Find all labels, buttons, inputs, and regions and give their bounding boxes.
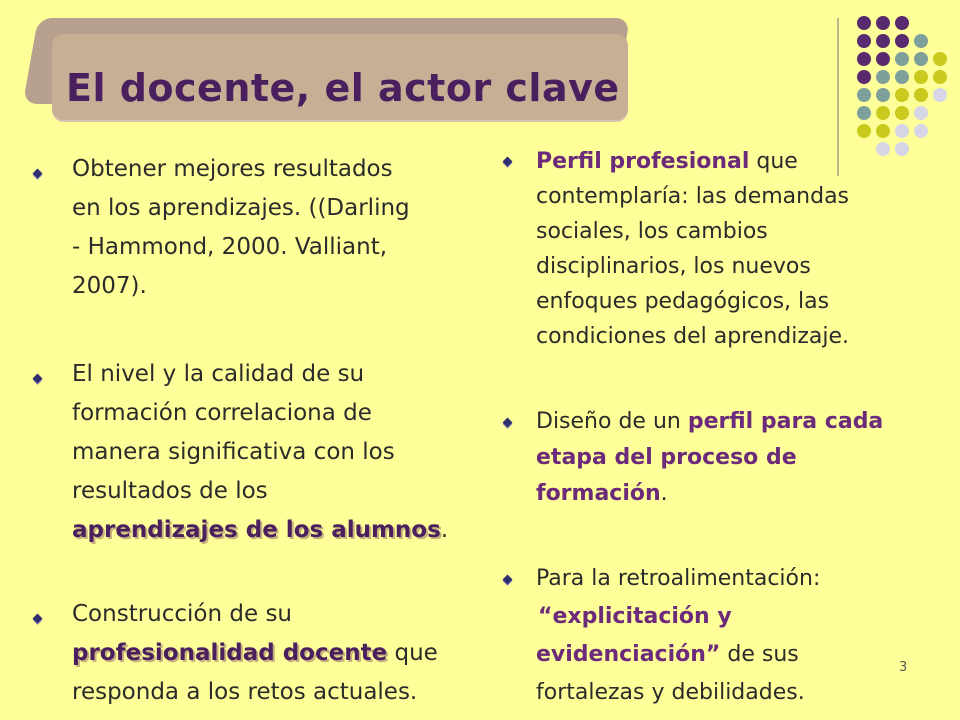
text-line: Construcción de su (72, 601, 293, 627)
decorative-dot (895, 106, 909, 120)
decorative-dot (895, 16, 909, 30)
decorative-dot (857, 52, 871, 66)
decorative-dot (914, 34, 928, 48)
text-line: en los aprendizajes. ((Darling (72, 195, 410, 221)
bullet-icon (33, 374, 43, 384)
decorative-dot (876, 16, 890, 30)
text-line: Para la retroalimentación: (536, 566, 821, 591)
text-line: contemplaría: las demandas (536, 184, 850, 209)
text-line: El nivel y la calidad de su (72, 361, 365, 387)
decorative-dot (914, 52, 928, 66)
decorative-dot (895, 88, 909, 102)
bullet-icon (33, 614, 43, 624)
text-fragment: que (387, 640, 438, 666)
text-line (536, 598, 926, 636)
left-bullet-1 (30, 150, 450, 310)
bullet-icon (503, 575, 513, 585)
left-bullet-2 (30, 355, 460, 555)
text-line (536, 144, 926, 179)
decorative-dot (857, 70, 871, 84)
decorative-dot (914, 88, 928, 102)
left-bullet-1-text (72, 150, 452, 306)
decorative-dot (895, 52, 909, 66)
decorative-dot (933, 88, 947, 102)
decorative-dot (876, 88, 890, 102)
text-line: disciplinarios, los nuevos (536, 254, 811, 279)
right-bullet-2-text (536, 404, 926, 512)
decorative-dot (933, 70, 947, 84)
bullet-icon (503, 157, 513, 167)
text-line (72, 634, 472, 673)
decorative-dot (895, 70, 909, 84)
text-line: Obtener mejores resultados (72, 156, 393, 182)
decorative-dot (933, 52, 947, 66)
decorative-dot (895, 124, 909, 138)
text-fragment: que (749, 149, 798, 174)
right-bullet-3-text (536, 560, 926, 712)
bullet-icon (503, 418, 513, 428)
text-fragment: . (660, 481, 668, 506)
decorative-dot (857, 34, 871, 48)
decorative-dot (895, 34, 909, 48)
right-bullet-3 (498, 560, 918, 720)
decorative-dot (914, 70, 928, 84)
decorative-dot (857, 124, 871, 138)
emphasis-text: “explicitación y (538, 604, 732, 629)
text-line: responda a los retos actuales. (72, 679, 418, 705)
decorative-dot (857, 16, 871, 30)
text-line: etapa del proceso de (536, 445, 797, 470)
text-line: 2007). (72, 273, 147, 299)
left-bullet-2-text (72, 355, 472, 550)
right-bullet-2 (498, 404, 918, 524)
emphasis-text: Perfil profesional (536, 149, 750, 174)
decorative-dot (876, 70, 890, 84)
emphasis-text: evidenciación” (536, 642, 721, 667)
text-line (536, 404, 926, 440)
text-line (72, 511, 472, 550)
bullet-icon (33, 169, 43, 179)
emphasis-text: formación (536, 481, 661, 506)
emphasis-text: perfil para cada (687, 409, 884, 434)
page-number: 3 (899, 660, 908, 675)
decorative-dot (876, 52, 890, 66)
decorative-dot (857, 88, 871, 102)
decorative-dot (914, 106, 928, 120)
decorative-dot (876, 124, 890, 138)
text-line: enfoques pedagógicos, las (536, 289, 830, 314)
text-fragment: de sus (720, 642, 799, 667)
emphasis-text: profesionalidad docente (72, 640, 388, 666)
emphasis-text: aprendizajes de los alumnos (72, 517, 441, 543)
text-line: resultados de los (72, 478, 268, 504)
decorative-dot (876, 106, 890, 120)
text-line (536, 636, 926, 674)
left-bullet-3 (30, 595, 460, 715)
text-fragment: Diseño de un (536, 409, 688, 434)
right-bullet-1 (498, 144, 918, 364)
text-line: - Hammond, 2000. Valliant, (72, 234, 388, 260)
right-bullet-1-text (536, 144, 926, 354)
decorative-dot (857, 106, 871, 120)
left-bullet-3-text (72, 595, 472, 712)
text-line (536, 476, 926, 512)
text-line: condiciones del aprendizaje. (536, 324, 850, 349)
text-line: formación correlaciona de (72, 400, 372, 426)
slide-title: El docente, el actor clave (66, 66, 620, 110)
decorative-dot-grid (852, 16, 952, 156)
decorative-dot (876, 34, 890, 48)
text-line: manera significativa con los (72, 439, 395, 465)
text-fragment: . (440, 517, 449, 543)
text-line: fortalezas y debilidades. (536, 680, 805, 705)
text-line: sociales, los cambios (536, 219, 768, 244)
decorative-dot (914, 124, 928, 138)
